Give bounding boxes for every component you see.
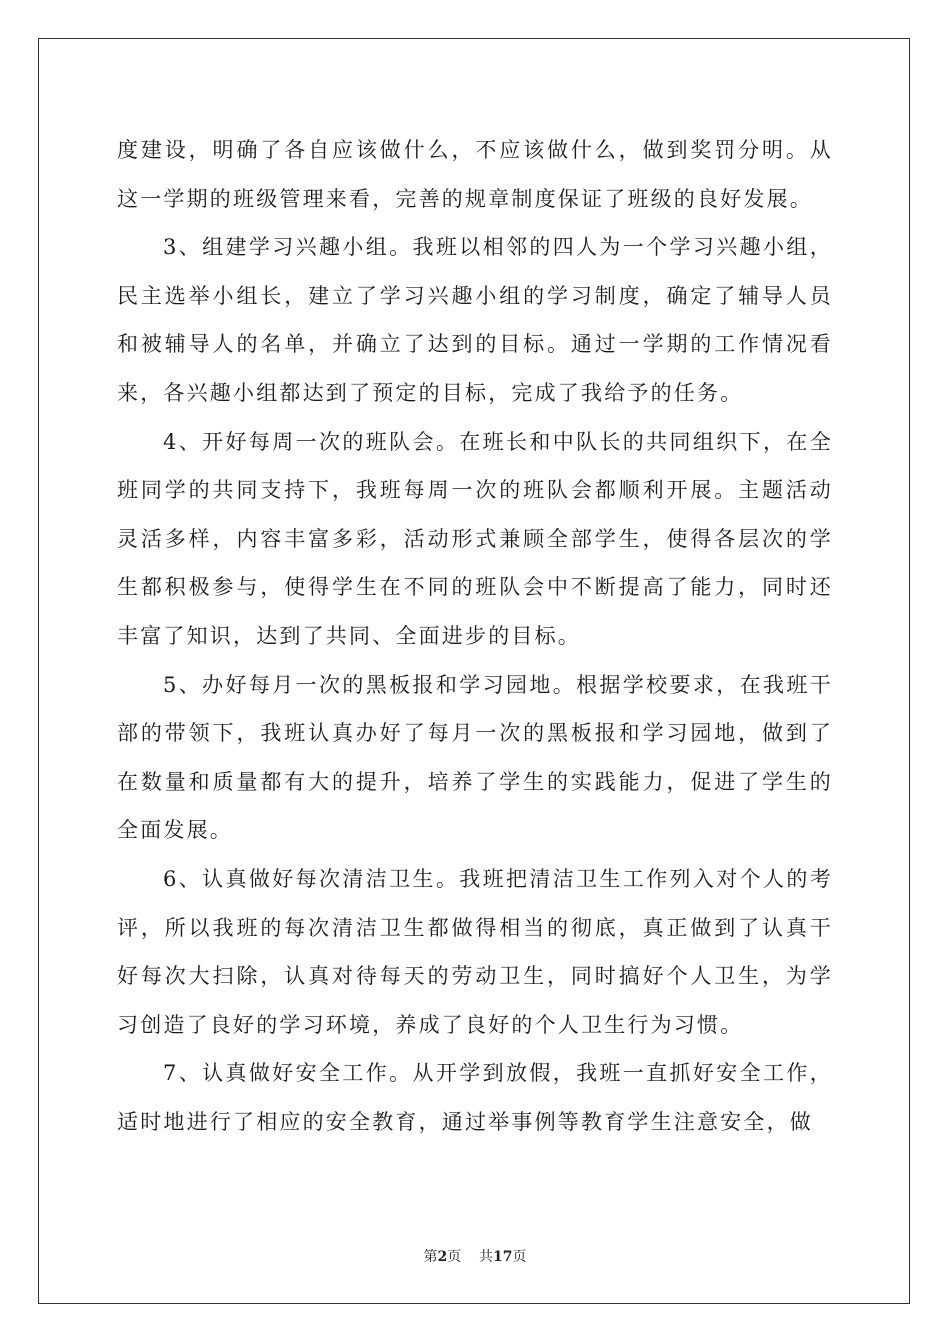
paragraph: 6、认真做好每次清洁卫生。我班把清洁卫生工作列入对个人的考评，所以我班的每次清洁卫生都做得相当的彻底，真正做到了认真干好每次大扫除，认真对待每天的劳动卫生，同时搞好个人卫生，为学习创造了良好的学习环境，养成了良好的个人卫生行为习惯。: [117, 866, 833, 1037]
paragraph: 7、认真做好安全工作。从开学到放假，我班一直抓好安全工作，适时地进行了相应的安全教育，通过举事例等教育学生注意安全，做: [117, 1061, 833, 1134]
total-prefix: 共: [479, 1249, 494, 1265]
total-pages: 17: [493, 1249, 513, 1265]
total-suffix: 页: [512, 1249, 527, 1265]
page-footer: [0, 1246, 950, 1266]
paragraph: 3、组建学习兴趣小组。我班以相邻的四人为一个学习兴趣小组，民主选举小组长，建立了学习兴趣小组的学习制度，确定了辅导人员和被辅导人的名单，并确立了达到的目标。通过一学期的工作情况看来，各兴趣小组都达到了预定的目标，完成了我给予的任务。: [117, 235, 833, 405]
page-prefix: 第: [423, 1249, 438, 1265]
page-number: 2: [437, 1249, 448, 1265]
paragraph: 4、开好每周一次的班队会。在班长和中队长的共同组织下，在全班同学的共同支持下，我班每周一次的班队会都顺利开展。主题活动灵活多样，内容丰富多彩，活动形式兼顾全部学生，使得各层次的学生都积极参与，使得学生在不同的班队会中不断提高了能力，同时还丰富了知识，达到了共同、全面进步的目标。: [117, 429, 833, 648]
document-body: [117, 126, 833, 1146]
paragraph: 5、办好每月一次的黑板报和学习园地。根据学校要求，在我班干部的带领下，我班认真办好了每月一次的黑板报和学习园地，做到了在数量和质量都有大的提升，培养了学生的实践能力，促进了学生的全面发展。: [117, 672, 833, 843]
paragraph: 度建设，明确了各自应该做什么，不应该做什么，做到奖罚分明。从这一学期的班级管理来看，完善的规章制度保证了班级的良好发展。: [117, 138, 833, 211]
page-suffix: 页: [447, 1249, 462, 1265]
